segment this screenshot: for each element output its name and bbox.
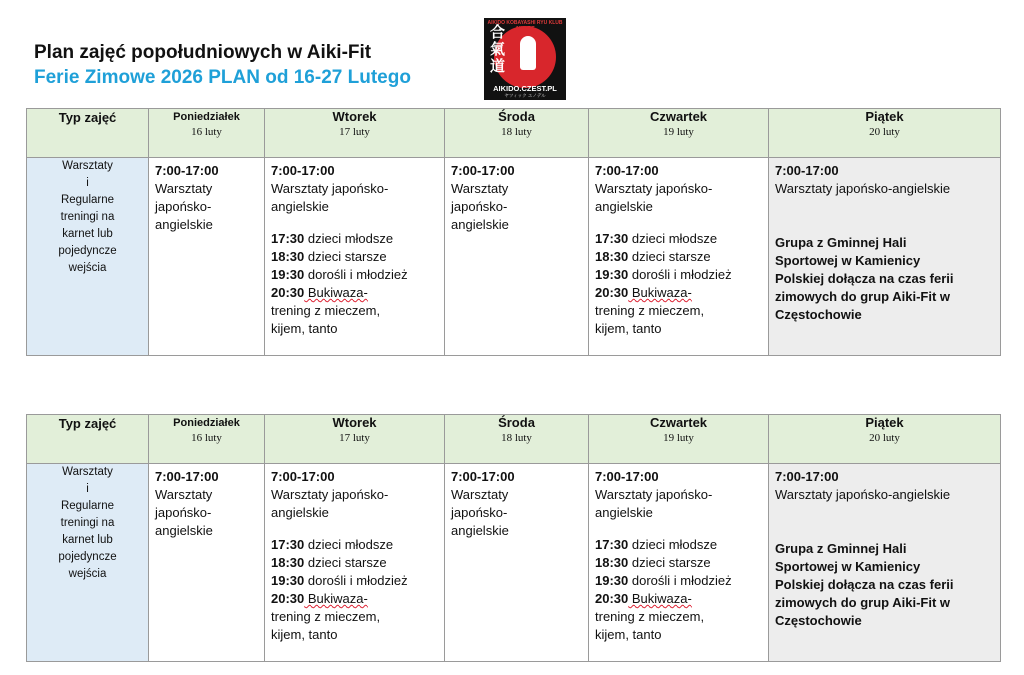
tuesday-cell: 7:00-17:00 Warsztaty japońsko- angielskie 17:30 dzieci młodsze 18:30 dzieci starsze 19:30 dorośli i młodzież 20:30 Bukiwaza- trening z mieczem, kijem, tanto [265,464,445,662]
day-header-friday: Piątek 20 luty [769,415,1001,464]
friday-note: Grupa z Gminnej Hali Sportowej w Kamienicy Polskiej dołącza na czas ferii zimowych do grup Aiki-Fit w Częstochowie [775,235,954,322]
day-header-tuesday: Wtorek 17 luty [265,109,445,158]
monday-cell: 7:00-17:00 Warsztaty japońsko- angielskie [149,158,265,356]
session-item: 19:30 dorośli i młodzież [595,573,732,588]
session-item: 18:30 dzieci starsze [271,249,387,264]
day-header-wednesday: Środa 18 luty [445,415,589,464]
club-logo [484,18,566,100]
session-item: 19:30 dorośli i młodzież [271,267,408,282]
day-header-monday: Poniedziałek 16 luty [149,415,265,464]
day-header-thursday: Czwartek 19 luty [589,415,769,464]
class-type-cell: Warsztaty i Regularne treningi na karnet lub pojedyncze wejścia [27,464,149,662]
friday-cell: 7:00-17:00 Warsztaty japońsko-angielskie Grupa z Gminnej Hali Sportowej w Kamienicy Polskiej dołącza na czas ferii zimowych do grup Aiki-Fit w Częstochowie [769,464,1001,662]
session-item: 20:30 Bukiwaza- [271,591,368,606]
wednesday-cell: 7:00-17:00 Warsztaty japońsko- angielskie [445,464,589,662]
session-item: 20:30 Bukiwaza- [271,285,368,300]
logo-figure-icon [520,36,536,70]
page-subtitle: Ferie Zimowe 2026 PLAN od 16-27 Lutego [34,67,411,88]
day-header-wednesday: Środa 18 luty [445,109,589,158]
session-item: 19:30 dorośli i młodzież [595,267,732,282]
class-type-cell: Warsztaty i Regularne treningi na karnet lub pojedyncze wejścia [27,158,149,356]
tuesday-cell: 7:00-17:00 Warsztaty japońsko- angielskie 17:30 dzieci młodsze 18:30 dzieci starsze 19:30 dorośli i młodzież 20:30 Bukiwaza- trening z mieczem, kijem, tanto [265,158,445,356]
session-item: 18:30 dzieci starsze [595,249,711,264]
thursday-cell: 7:00-17:00 Warsztaty japońsko- angielskie 17:30 dzieci młodsze 18:30 dzieci starsze 19:30 dorośli i młodzież 20:30 Bukiwaza- trening z mieczem, kijem, tanto [589,158,769,356]
session-item: 20:30 Bukiwaza- [595,591,692,606]
session-item: 18:30 dzieci starsze [271,555,387,570]
day-header-friday: Piątek 20 luty [769,109,1001,158]
session-item: 20:30 Bukiwaza- [595,285,692,300]
session-item: 17:30 dzieci młodsze [595,537,718,552]
day-header-tuesday: Wtorek 17 luty [265,415,445,464]
day-header-thursday: Czwartek 19 luty [589,109,769,158]
friday-cell: 7:00-17:00 Warsztaty japońsko-angielskie Grupa z Gminnej Hali Sportowej w Kamienicy Polskiej dołącza na czas ferii zimowych do grup Aiki-Fit w Częstochowie [769,158,1001,356]
session-item: 17:30 dzieci młodsze [271,231,394,246]
type-header: Typ zajęć [27,415,149,464]
thursday-cell: 7:00-17:00 Warsztaty japońsko- angielskie 17:30 dzieci młodsze 18:30 dzieci starsze 19:30 dorośli i młodzież 20:30 Bukiwaza- trening z mieczem, kijem, tanto [589,464,769,662]
wednesday-cell: 7:00-17:00 Warsztaty japońsko- angielskie [445,158,589,356]
schedule-table [26,108,1001,356]
schedule-table [26,414,1001,662]
session-item: 19:30 dorośli i młodzież [271,573,408,588]
monday-cell: 7:00-17:00 Warsztaty japońsko- angielskie [149,464,265,662]
logo-top-text: AIKIDO KOBAYASHI RYU KLUB [487,20,563,26]
session-item: 17:30 dzieci młodsze [595,231,718,246]
logo-kana: ヤツィック エノデル [504,93,546,98]
friday-note: Grupa z Gminnej Hali Sportowej w Kamienicy Polskiej dołącza na czas ferii zimowych do grup Aiki-Fit w Częstochowie [775,541,954,628]
logo-url: AIKIDO.CZEST.PL [493,84,557,93]
session-item: 18:30 dzieci starsze [595,555,711,570]
logo-kanji: 合 氣 道 [490,23,506,75]
session-item: 17:30 dzieci młodsze [271,537,394,552]
type-header: Typ zajęć [27,109,149,158]
day-header-monday: Poniedziałek 16 luty [149,109,265,158]
page-title: Plan zajęć popołudniowych w Aiki-Fit [34,42,372,63]
